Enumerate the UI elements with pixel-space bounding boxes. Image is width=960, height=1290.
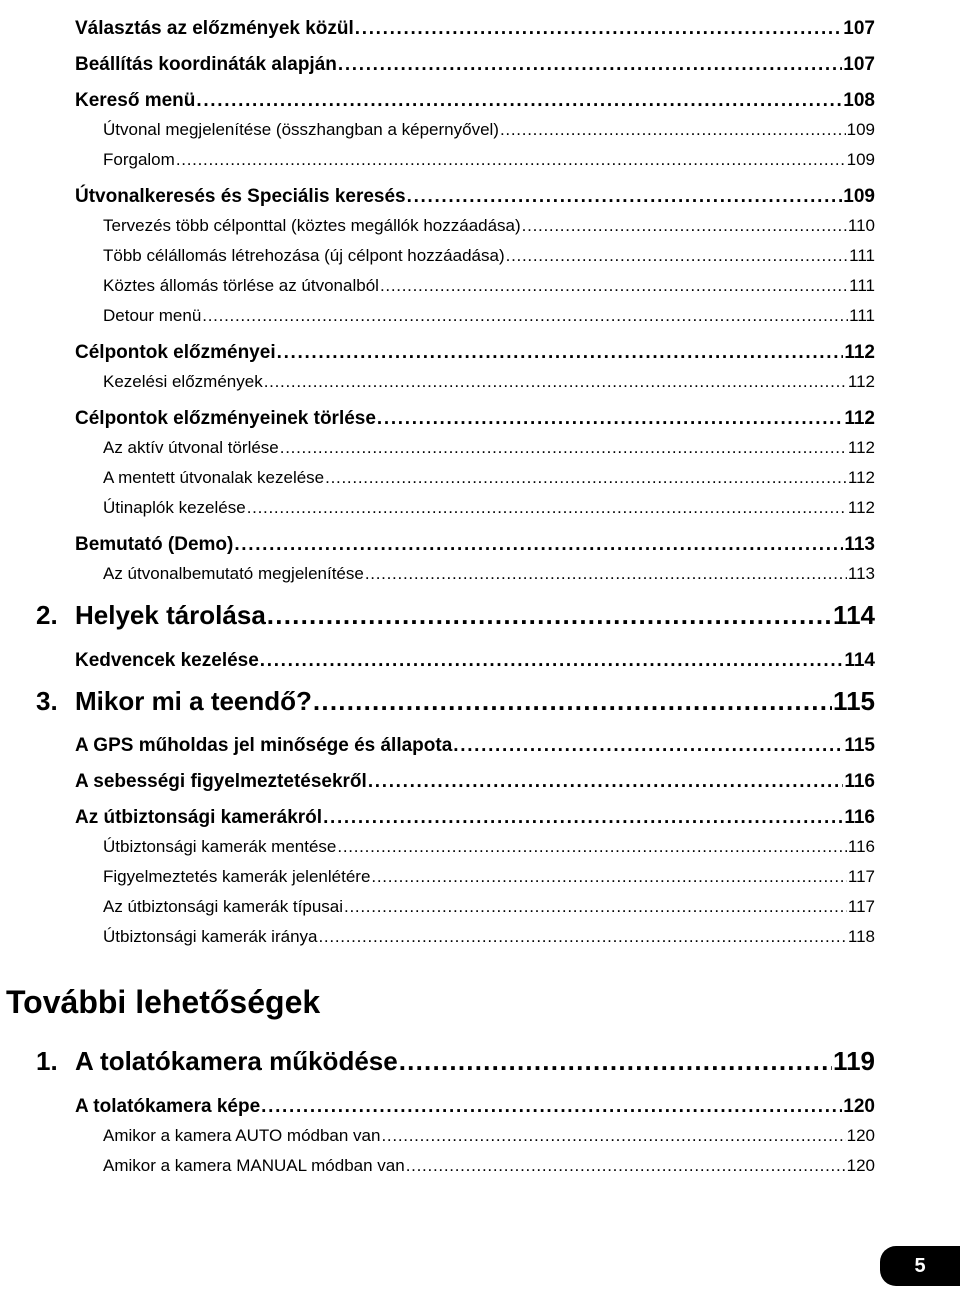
toc-entry (75, 735, 875, 757)
toc-entry-label: Amikor a kamera AUTO módban van (103, 1126, 381, 1145)
toc-entry-page: 120 (846, 1156, 875, 1175)
toc-entry (75, 807, 875, 829)
toc-entry-page: 120 (843, 1096, 875, 1117)
toc-entry-number: 3. (36, 686, 58, 716)
toc-entry-label: Útbiztonsági kamerák iránya (103, 927, 318, 946)
toc-entry-page: 109 (843, 186, 875, 207)
toc-entry-label: Több célállomás létrehozása (új célpont hozzáadása) (103, 246, 505, 265)
dot-leader (234, 534, 843, 556)
toc-entry-label: Forgalom (103, 150, 175, 169)
toc-entry-page: 116 (844, 771, 875, 792)
toc-entry-page: 108 (843, 90, 875, 111)
toc-entry-page: 112 (847, 372, 875, 391)
toc-entry (75, 534, 875, 556)
toc-entry-page: 112 (844, 342, 875, 363)
dot-leader (280, 438, 847, 458)
dot-leader (267, 600, 832, 631)
toc-entry-label: Köztes állomás törlése az útvonalból (103, 276, 379, 295)
toc-entry-number: 1. (36, 1046, 58, 1076)
toc-entry (103, 216, 875, 236)
toc-entry-page: 115 (833, 686, 875, 716)
dot-leader (377, 408, 843, 430)
toc-entry (103, 867, 875, 887)
dot-leader (381, 1126, 845, 1146)
toc-entry-page: 112 (847, 468, 875, 487)
toc-entry-page: 112 (844, 408, 875, 429)
dot-leader (407, 186, 843, 208)
dot-leader (399, 1046, 832, 1077)
toc-entry-page: 117 (847, 867, 875, 886)
toc-entry-label: Figyelmeztetés kamerák jelenlétére (103, 867, 371, 886)
toc-entry-page: 113 (847, 564, 875, 583)
toc-entry (103, 372, 875, 392)
toc-entry (75, 650, 875, 672)
dot-leader (344, 897, 847, 917)
toc-entry-page: 119 (833, 1046, 875, 1076)
toc-entry-number: 2. (36, 600, 58, 630)
dot-leader (323, 807, 843, 829)
toc-entry-label: Útbiztonsági kamerák mentése (103, 837, 337, 856)
toc-entry-label: A GPS műholdas jel minősége és állapota (75, 735, 453, 756)
toc-entry (75, 18, 875, 40)
toc-entry-page: 114 (833, 600, 875, 630)
toc-entry (103, 246, 875, 266)
toc-entry-page: 112 (847, 438, 875, 457)
dot-leader (453, 735, 843, 757)
toc-entry-label: Kedvencek kezelése (75, 650, 259, 671)
toc-entry-label: Az útvonalbemutató megjelenítése (103, 564, 364, 583)
toc-entry-page: 110 (847, 216, 875, 235)
toc-entry-label: Amikor a kamera MANUAL módban van (103, 1156, 405, 1175)
toc-entry-label: Mikor mi a teendő? (75, 686, 312, 716)
toc-entry (75, 90, 875, 112)
toc-entry-page: 111 (849, 246, 875, 265)
toc-entry (75, 342, 875, 364)
toc-entry-label: A sebességi figyelmeztetésekről (75, 771, 367, 792)
toc-entry (75, 408, 875, 430)
toc-entry-label: Kereső menü (75, 90, 196, 111)
toc-entry-page: 120 (846, 1126, 875, 1145)
toc-entry-label: Útvonal megjelenítése (összhangban a képernyővel) (103, 120, 499, 139)
toc-entry-page: 117 (847, 897, 875, 916)
page-number: 5 (914, 1254, 926, 1277)
dot-leader (261, 1096, 842, 1118)
toc-entry (103, 468, 875, 488)
toc-entry-page: 107 (843, 18, 875, 39)
toc-entry-page: 116 (844, 807, 875, 828)
dot-leader (338, 54, 842, 76)
toc-entry-label: Bemutató (Demo) (75, 534, 234, 555)
dot-leader (371, 867, 846, 887)
dot-leader (368, 771, 844, 793)
section-title: További lehetőségek (6, 984, 321, 1020)
toc-entry-label: Beállítás koordináták alapján (75, 54, 337, 75)
toc-entry (103, 1126, 875, 1146)
page-number-badge (880, 1246, 960, 1286)
toc-entry-label: Detour menü (103, 306, 202, 325)
toc-entry (103, 564, 875, 584)
dot-leader (277, 342, 844, 364)
dot-leader (313, 686, 832, 717)
toc-entry-label: Célpontok előzményeinek törlése (75, 408, 376, 429)
toc-entry-label: A mentett útvonalak kezelése (103, 468, 325, 487)
dot-leader (506, 246, 849, 266)
toc-entry (75, 186, 875, 208)
toc-entry-page: 115 (844, 735, 875, 756)
dot-leader (325, 468, 847, 488)
toc-entry-label: Helyek tárolása (75, 600, 266, 630)
toc-entry-page: 109 (846, 150, 875, 169)
toc-entry-page: 111 (849, 276, 875, 295)
dot-leader (380, 276, 848, 296)
toc-entry (103, 150, 875, 170)
toc-entry-label: Kezelési előzmények (103, 372, 263, 391)
toc-entry-page: 113 (844, 534, 875, 555)
dot-leader (355, 18, 843, 40)
toc-entry-label: Az útbiztonsági kamerákról (75, 807, 323, 828)
toc-entry (75, 1096, 875, 1118)
dot-leader (406, 1156, 846, 1176)
dot-leader (318, 927, 846, 947)
toc-entry-label: Útvonalkeresés és Speciális keresés (75, 186, 406, 207)
toc-entry-label: A tolatókamera működése (75, 1046, 398, 1076)
toc-entry (103, 498, 875, 518)
toc-entry-page: 114 (844, 650, 875, 671)
toc-entry (103, 897, 875, 917)
toc-entry (75, 54, 875, 76)
toc-entry-label: A tolatókamera képe (75, 1096, 261, 1117)
dot-leader (176, 150, 846, 170)
toc-entry-label: Tervezés több célponttal (köztes megállók hozzáadása) (103, 216, 521, 235)
toc-entry (103, 120, 875, 140)
dot-leader (247, 498, 847, 518)
toc-entry-label: Útinaplók kezelése (103, 498, 246, 517)
dot-leader (264, 372, 847, 392)
toc-entry (103, 1156, 875, 1176)
dot-leader (365, 564, 847, 584)
toc-entry-page: 116 (847, 837, 875, 856)
dot-leader (500, 120, 846, 140)
dot-leader (260, 650, 844, 672)
toc-entry-label: Az aktív útvonal törlése (103, 438, 279, 457)
toc-entry-page: 107 (843, 54, 875, 75)
toc-entry-page: 111 (849, 306, 875, 325)
toc-entry (75, 771, 875, 793)
toc-entry (36, 1046, 875, 1077)
toc-entry-label: Választás az előzmények közül (75, 18, 354, 39)
toc-entry (103, 837, 875, 857)
toc-entry (36, 686, 875, 717)
toc-entry (103, 927, 875, 947)
toc-entry (36, 600, 875, 631)
toc-entry-label: Az útbiztonsági kamerák típusai (103, 897, 344, 916)
toc-entry (103, 306, 875, 326)
toc-entry-label: Célpontok előzményei (75, 342, 276, 363)
dot-leader (522, 216, 847, 236)
toc-entry-page: 118 (847, 927, 875, 946)
toc-entry (103, 438, 875, 458)
dot-leader (196, 90, 842, 112)
toc-entry-page: 109 (846, 120, 875, 139)
dot-leader (337, 837, 847, 857)
toc-entry-page: 112 (847, 498, 875, 517)
dot-leader (202, 306, 848, 326)
toc-entry (103, 276, 875, 296)
